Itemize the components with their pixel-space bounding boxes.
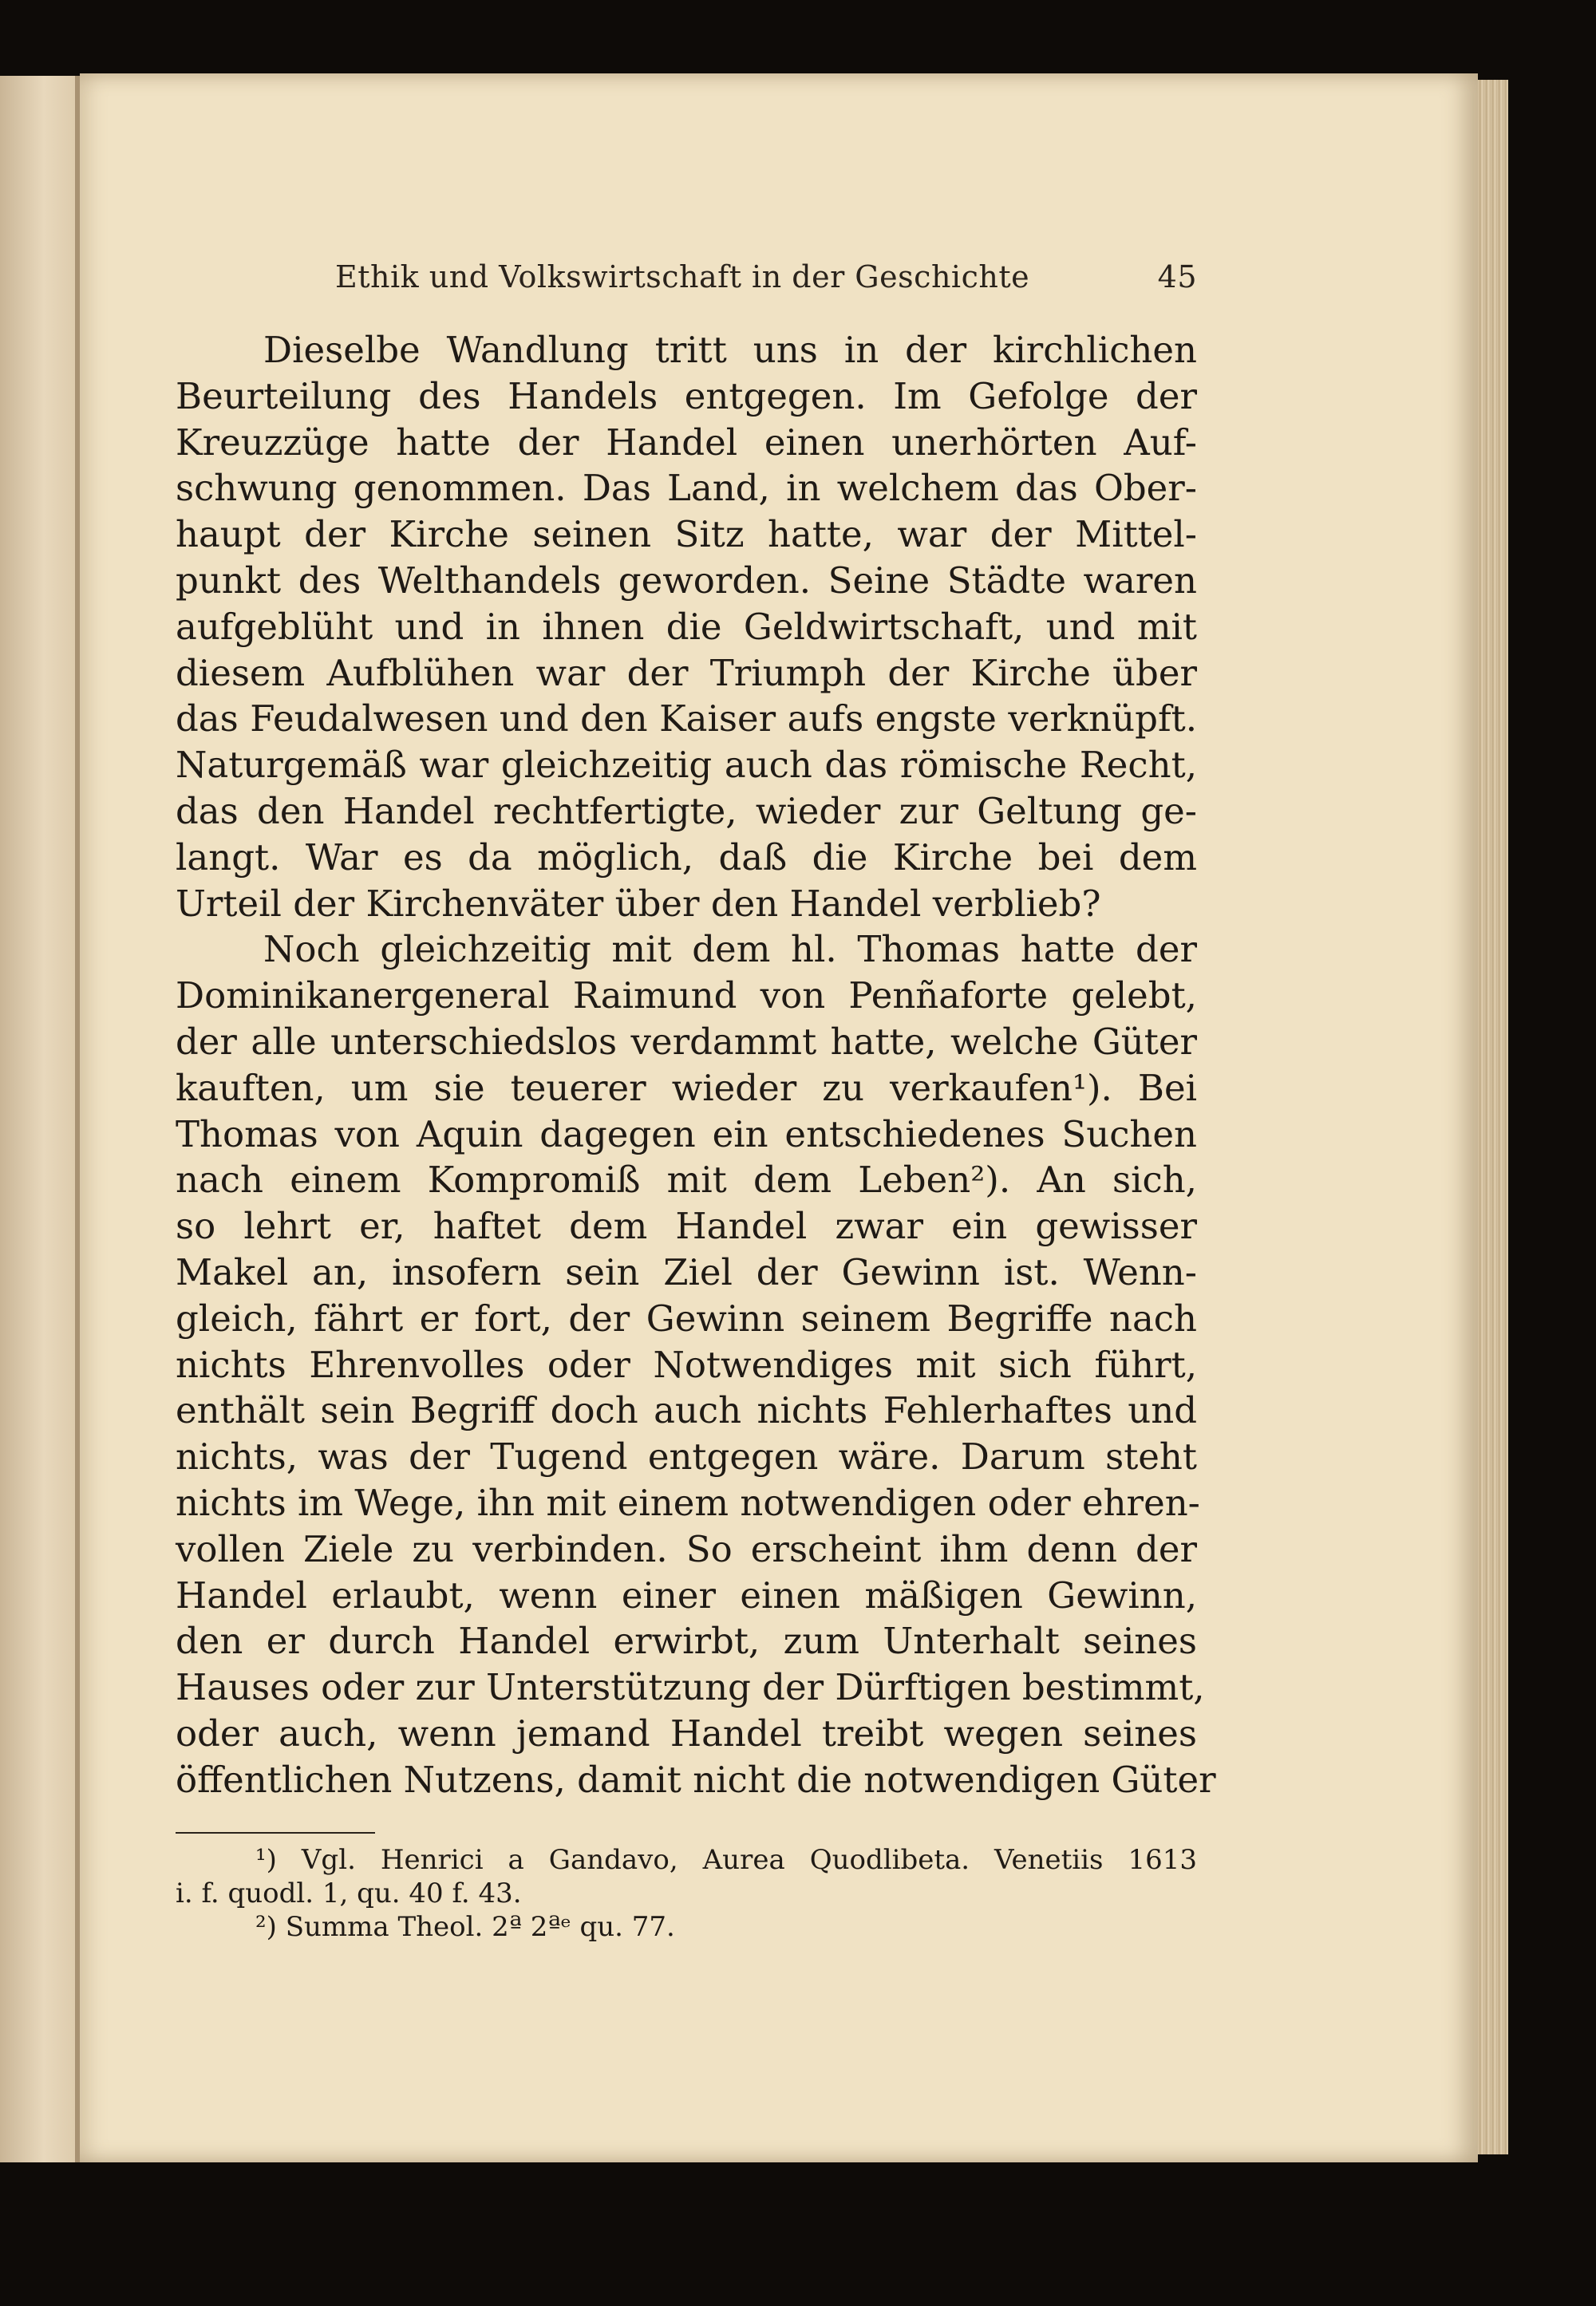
- footnotes: [176, 1843, 1197, 1944]
- text-line: vollen Ziele zu verbinden. So erscheint ihm denn der: [176, 1527, 1197, 1570]
- text-line: schwung genommen. Das Land, in welchem das Ober-: [176, 467, 1197, 510]
- text-line: Naturgemäß war gleichzeitig auch das römische Recht,: [176, 744, 1197, 787]
- text-line: den er durch Handel erwirbt, zum Unterhalt seines: [176, 1620, 1197, 1663]
- text-line: nichts im Wege, ihn mit einem notwendigen oder ehren-: [176, 1481, 1200, 1524]
- text-line: haupt der Kirche seinen Sitz hatte, war der Mittel-: [176, 513, 1197, 556]
- text-line: langt. War es da möglich, daß die Kirche bei dem: [176, 835, 1197, 879]
- text-line: kauften, um sie teuerer wieder zu verkaufen¹). Bei: [176, 1066, 1197, 1109]
- running-title: Ethik und Volkswirtschaft in der Geschichte: [335, 259, 1030, 294]
- text-line: Noch gleichzeitig mit dem hl. Thomas hatte der: [263, 928, 1197, 971]
- text-line: aufgeblüht und in ihnen die Geldwirtschaft, und mit: [176, 605, 1197, 648]
- footnote-line: ¹) Vgl. Henrici a Gandavo, Aurea Quodlibeta. Venetiis 1613: [255, 1844, 1197, 1876]
- text-line: Thomas von Aquin dagegen ein entschiedenes Suchen: [176, 1112, 1197, 1155]
- footnote-line: ²) Summa Theol. 2ª 2ªᵉ qu. 77.: [255, 1911, 675, 1943]
- footnote-divider: [176, 1832, 375, 1834]
- running-header: [335, 259, 1197, 307]
- text-line: öffentlichen Nutzens, damit nicht die notwendigen Güter: [176, 1758, 1216, 1801]
- main-text: [176, 327, 1216, 1803]
- page-stack-edges: [1478, 80, 1508, 2154]
- text-line: punkt des Welthandels geworden. Seine Städte waren: [176, 559, 1197, 602]
- text-line: so lehrt er, haftet dem Handel zwar ein gewisser: [176, 1205, 1197, 1248]
- text-line: der alle unterschiedslos verdammt hatte, welche Güter: [176, 1020, 1197, 1063]
- text-line: enthält sein Begriff doch auch nichts Fehlerhaftes und: [176, 1389, 1197, 1432]
- text-line: nichts Ehrenvolles oder Notwendiges mit sich führt,: [176, 1343, 1197, 1386]
- text-line: nach einem Kompromiß mit dem Leben²). An sich,: [176, 1159, 1197, 1202]
- text-line: Urteil der Kirchenväter über den Handel verblieb?: [176, 882, 1101, 925]
- text-line: Makel an, insofern sein Ziel der Gewinn ist. Wenn-: [176, 1250, 1197, 1293]
- footnote-line: i. f. quodl. 1, qu. 40 f. 43.: [176, 1878, 522, 1909]
- text-line: gleich, fährt er fort, der Gewinn seinem Begriffe nach: [176, 1297, 1197, 1340]
- page-number: 45: [1157, 259, 1197, 294]
- text-line: Hauses oder zur Unterstützung der Dürftigen bestimmt,: [176, 1666, 1205, 1709]
- text-line: nichts, was der Tugend entgegen wäre. Darum steht: [176, 1435, 1197, 1479]
- facing-page-edge: [0, 76, 80, 2162]
- text-line: Dominikanergeneral Raimund von Penñaforte gelebt,: [176, 974, 1197, 1017]
- text-line: Dieselbe Wandlung tritt uns in der kirchlichen: [263, 329, 1197, 371]
- text-line: Beurteilung des Handels entgegen. Im Gefolge der: [176, 374, 1197, 417]
- text-line: Kreuzzüge hatte der Handel einen unerhörten Auf-: [176, 421, 1197, 464]
- text-line: oder auch, wenn jemand Handel treibt wegen seines: [176, 1712, 1197, 1755]
- text-line: Handel erlaubt, wenn einer einen mäßigen Gewinn,: [176, 1574, 1197, 1617]
- text-line: diesem Aufblühen war der Triumph der Kirche über: [176, 651, 1197, 694]
- text-line: das den Handel rechtfertigte, wieder zur Geltung ge-: [176, 789, 1197, 832]
- text-line: das Feudalwesen und den Kaiser aufs engste verknüpft.: [176, 697, 1197, 740]
